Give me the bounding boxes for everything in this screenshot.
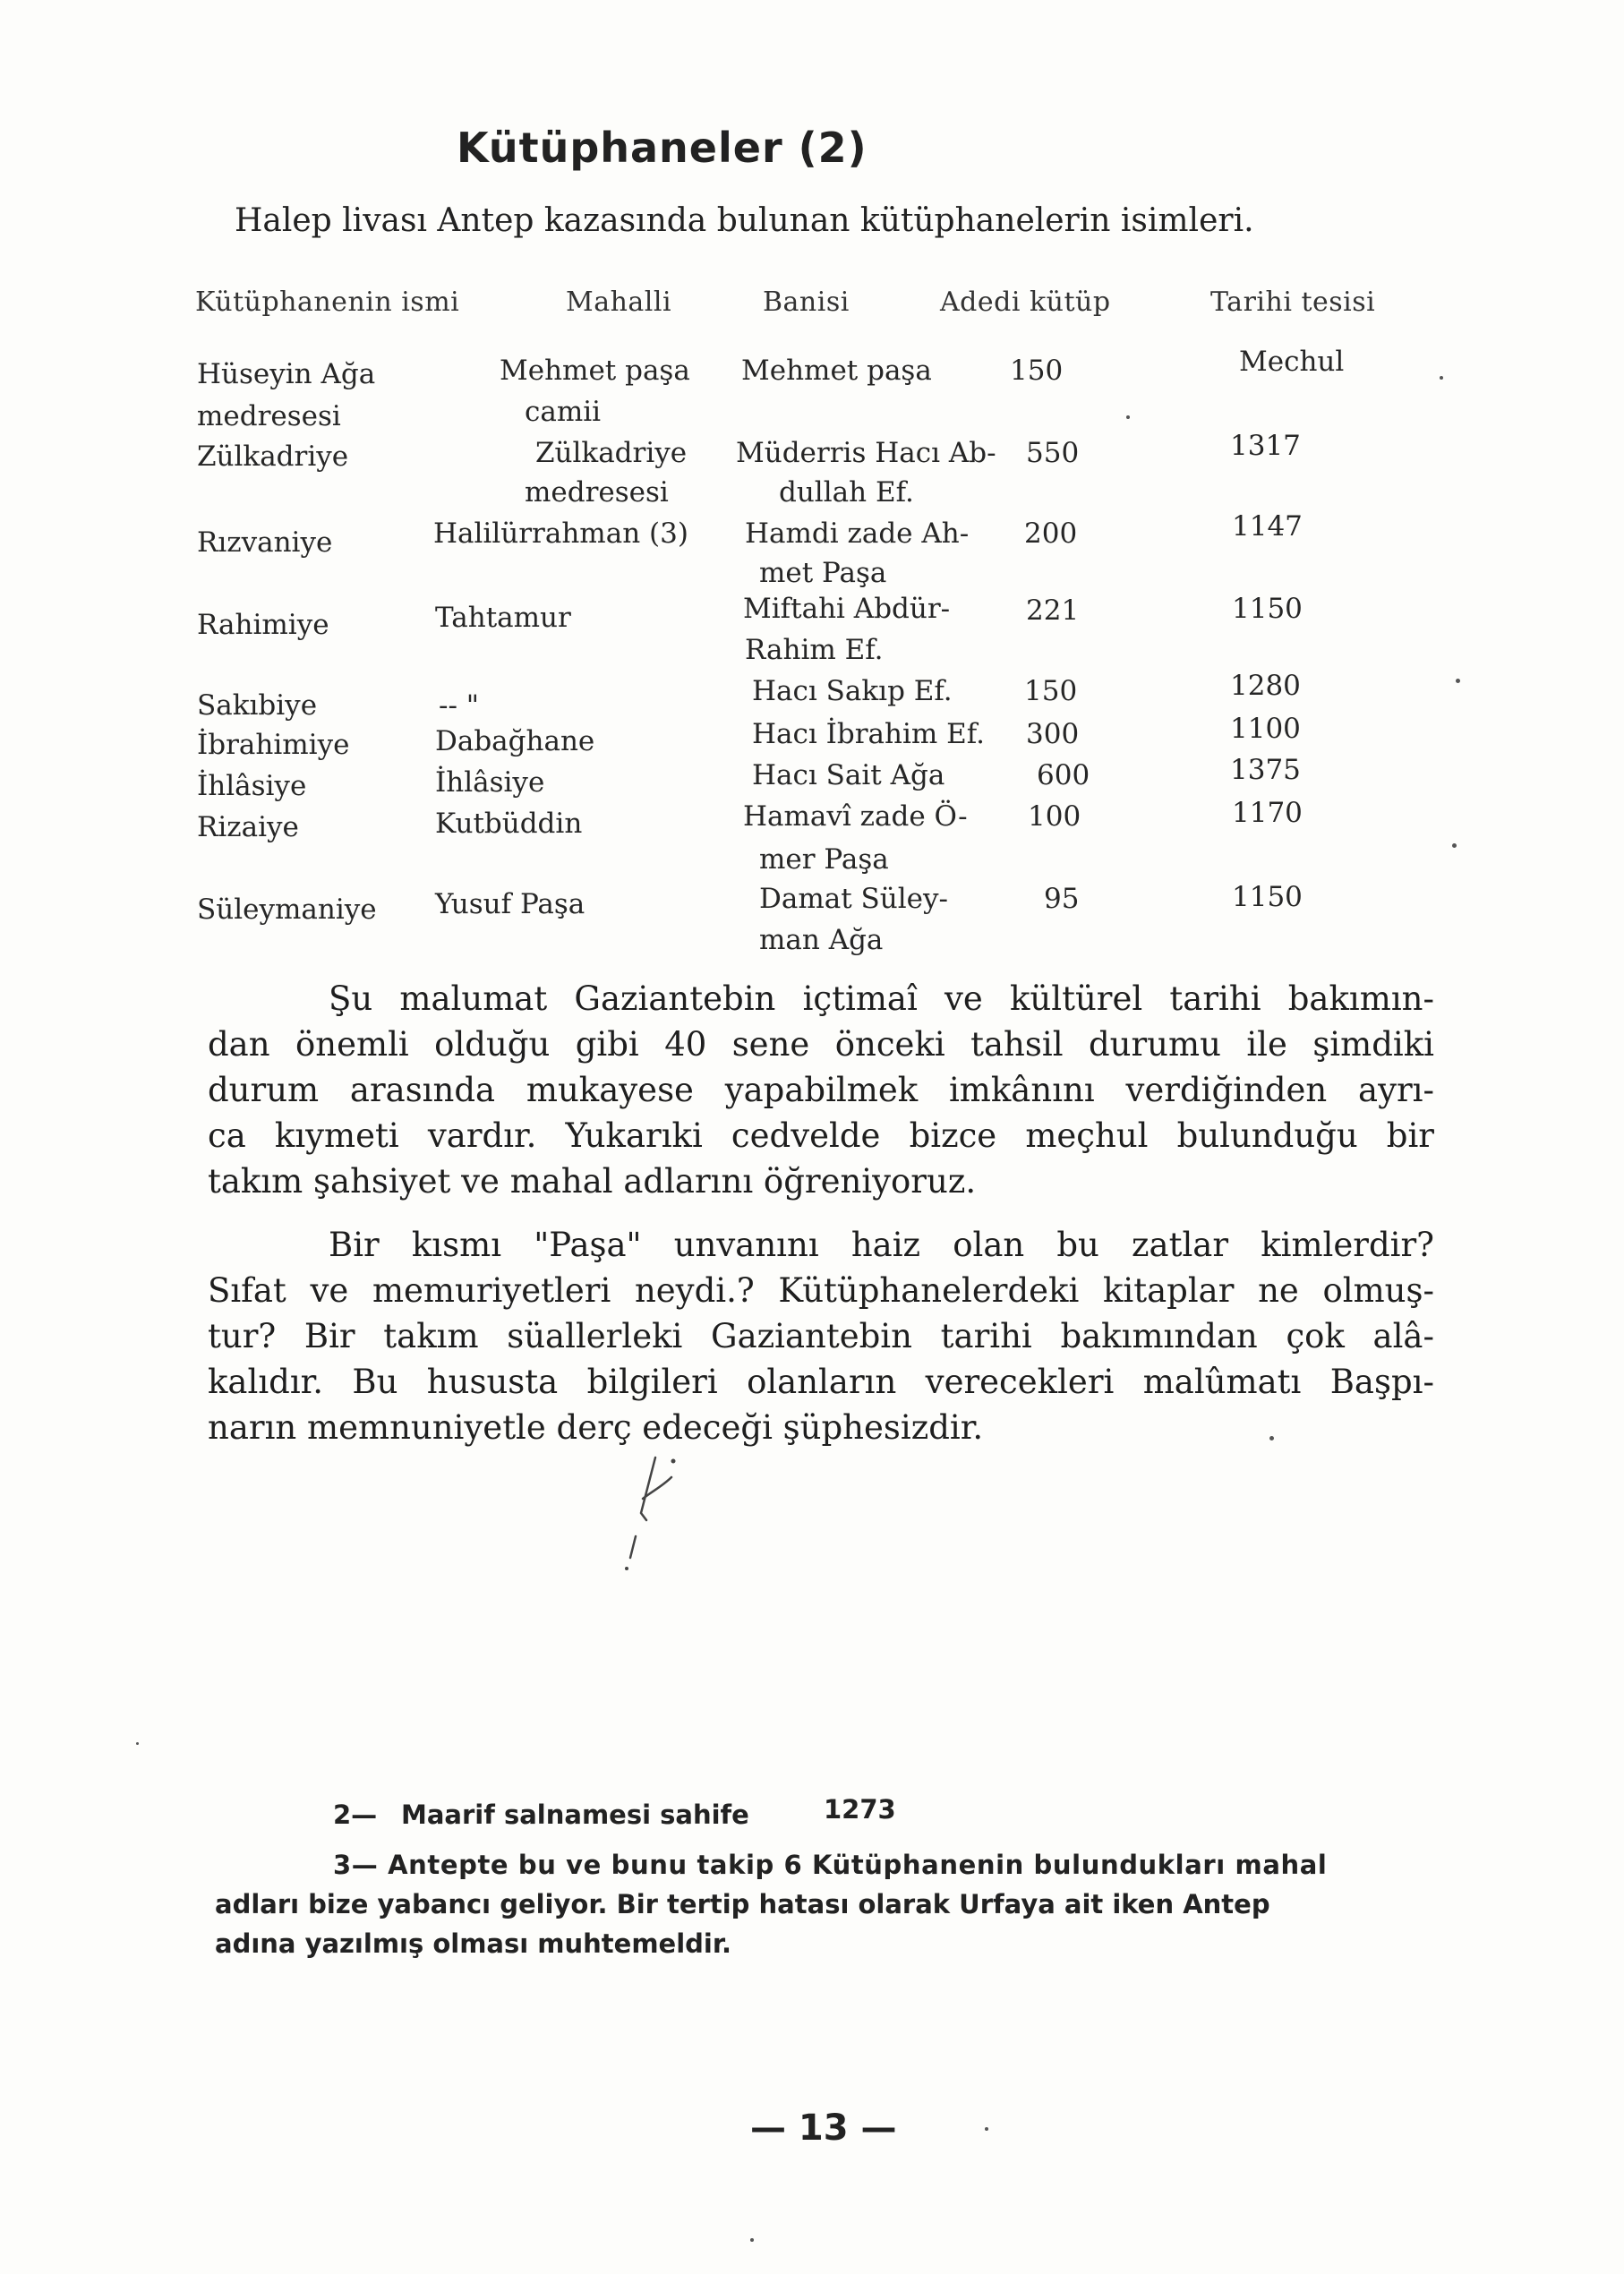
paragraph-line: tur? Bir takım süallerleki Gaziantebin tarihi bakımından çok alâ- xyxy=(208,1317,1434,1355)
page-title: Kütüphaneler (2) xyxy=(457,124,868,172)
table-cell-name: Zülkadriye xyxy=(197,440,349,473)
column-header-date: Tarihi tesisi xyxy=(1210,286,1376,318)
table-cell-place: medresesi xyxy=(525,476,669,509)
paragraph-line: durum arasında mukayese yapabilmek imkânını verdiğinden ayrı- xyxy=(208,1071,1434,1109)
table-cell-name: Rahimiye xyxy=(197,609,329,641)
table-cell-name: medresesi xyxy=(197,400,341,432)
table-cell-name: Rızvaniye xyxy=(197,526,333,559)
table-cell-founder: Mehmet paşa xyxy=(741,355,932,387)
table-cell-founder: Rahim Ef. xyxy=(745,634,884,666)
table-cell-date: 1317 xyxy=(1230,430,1301,462)
table-cell-count: 95 xyxy=(1044,883,1080,915)
table-cell-date: 1170 xyxy=(1232,797,1303,829)
table-cell-founder: Damat Süley- xyxy=(759,883,948,915)
table-cell-name: İhlâsiye xyxy=(197,770,307,802)
table-cell-place: Halilürrahman (3) xyxy=(433,517,688,550)
footnote-3-line: adına yazılmış olması muhtemeldir. xyxy=(215,1928,732,1959)
column-header-founder: Banisi xyxy=(763,286,850,318)
footnote-3-line: 3— Antepte bu ve bunu takip 6 Kütüphanenin bulundukları mahal xyxy=(333,1850,1328,1880)
table-cell-date: 1147 xyxy=(1232,510,1303,543)
table-cell-place: İhlâsiye xyxy=(435,766,545,799)
table-cell-founder: met Paşa xyxy=(759,557,887,589)
table-cell-founder: dullah Ef. xyxy=(779,476,914,509)
table-cell-place: Yusuf Paşa xyxy=(435,888,585,920)
table-cell-count: 200 xyxy=(1024,517,1078,550)
table-cell-founder: Hacı İbrahim Ef. xyxy=(752,718,986,750)
footnote-2-text: Maarif salnamesi sahife xyxy=(401,1800,749,1830)
table-cell-place: Zülkadriye xyxy=(535,437,688,469)
paragraph-line: Sıfat ve memuriyetleri neydi.? Kütüphanelerdeki kitaplar ne olmuş- xyxy=(208,1271,1434,1310)
table-cell-founder: Hamdi zade Ah- xyxy=(745,517,970,550)
table-cell-place: Kutbüddin xyxy=(435,808,583,840)
table-cell-name: İbrahimiye xyxy=(197,729,350,761)
table-cell-date: 1280 xyxy=(1230,670,1301,702)
table-cell-founder: man Ağa xyxy=(759,924,884,956)
table-cell-date: Mechul xyxy=(1239,346,1345,378)
column-header-count: Adedi kütüp xyxy=(940,286,1111,318)
table-cell-count: 221 xyxy=(1026,594,1080,627)
table-cell-date: 1100 xyxy=(1230,713,1301,745)
paragraph-line: takım şahsiyet ve mahal adlarını öğreniyoruz. xyxy=(208,1162,977,1201)
scan-speck xyxy=(1452,843,1457,848)
page-number: — 13 — xyxy=(750,2107,897,2149)
paragraph-line: dan önemli olduğu gibi 40 sene önceki tahsil durumu ile şimdiki xyxy=(208,1025,1434,1064)
table-cell-founder: Hacı Sait Ağa xyxy=(752,759,945,791)
table-cell-place: camii xyxy=(525,396,602,428)
table-cell-name: Süleymaniye xyxy=(197,893,377,926)
scan-speck xyxy=(136,1742,139,1745)
body-paragraph-2 xyxy=(208,1222,1434,1450)
table-cell-count: 150 xyxy=(1024,675,1078,707)
footnote-2-page: 1273 xyxy=(824,1794,896,1825)
table-cell-founder: Hamavî zade Ö- xyxy=(743,800,968,833)
pen-scribble-mark xyxy=(600,1450,716,1576)
table-cell-place: -- " xyxy=(439,689,480,722)
table-cell-place: Tahtamur xyxy=(435,602,571,634)
table-cell-founder: Müderris Hacı Ab- xyxy=(736,437,996,469)
paragraph-line: Bir kısmı "Paşa" unvanını haiz olan bu zatlar kimlerdir? xyxy=(329,1226,1434,1264)
scan-speck xyxy=(1126,415,1130,419)
table-cell-founder: mer Paşa xyxy=(759,843,889,876)
footnote-3-line: adları bize yabancı geliyor. Bir tertip hatası olarak Urfaya ait iken Antep xyxy=(215,1889,1270,1919)
body-paragraph-1 xyxy=(208,976,1434,1204)
paragraph-line: ca kıymeti vardır. Yukarıki cedvelde bizce meçhul bulunduğu bir xyxy=(208,1116,1434,1155)
table-cell-count: 600 xyxy=(1037,759,1090,791)
scan-speck xyxy=(985,2127,988,2131)
page-subtitle: Halep livası Antep kazasında bulunan kütüphanelerin isimleri. xyxy=(235,202,1254,239)
footnote-2-label: 2— xyxy=(333,1800,378,1830)
table-cell-place: Mehmet paşa xyxy=(500,355,690,387)
table-cell-date: 1150 xyxy=(1232,881,1303,913)
table-cell-founder: Miftahi Abdür- xyxy=(743,593,951,625)
table-cell-date: 1375 xyxy=(1230,754,1301,786)
table-cell-date: 1150 xyxy=(1232,593,1303,625)
table-cell-name: Hüseyin Ağa xyxy=(197,358,376,390)
scan-speck xyxy=(1456,679,1460,683)
scan-speck xyxy=(1440,376,1443,380)
paragraph-line: Şu malumat Gaziantebin içtimaî ve kültürel tarihi bakımın- xyxy=(329,979,1434,1018)
paragraph-line: narın memnuniyetle derç edeceği şüphesizdir. xyxy=(208,1408,984,1447)
column-header-name: Kütüphanenin ismi xyxy=(195,286,460,318)
table-cell-count: 150 xyxy=(1010,355,1064,387)
table-cell-count: 100 xyxy=(1028,800,1081,833)
scan-speck xyxy=(750,2238,754,2242)
table-cell-count: 550 xyxy=(1026,437,1080,469)
table-cell-name: Sakıbiye xyxy=(197,689,318,722)
paragraph-line: kalıdır. Bu hususta bilgileri olanların verecekleri malûmatı Başpı- xyxy=(208,1363,1434,1401)
table-cell-count: 300 xyxy=(1026,718,1080,750)
table-cell-place: Dabağhane xyxy=(435,725,595,757)
scan-speck xyxy=(1269,1436,1274,1440)
column-header-place: Mahalli xyxy=(566,286,672,318)
table-cell-founder: Hacı Sakıp Ef. xyxy=(752,675,953,707)
table-cell-name: Rizaiye xyxy=(197,811,299,843)
